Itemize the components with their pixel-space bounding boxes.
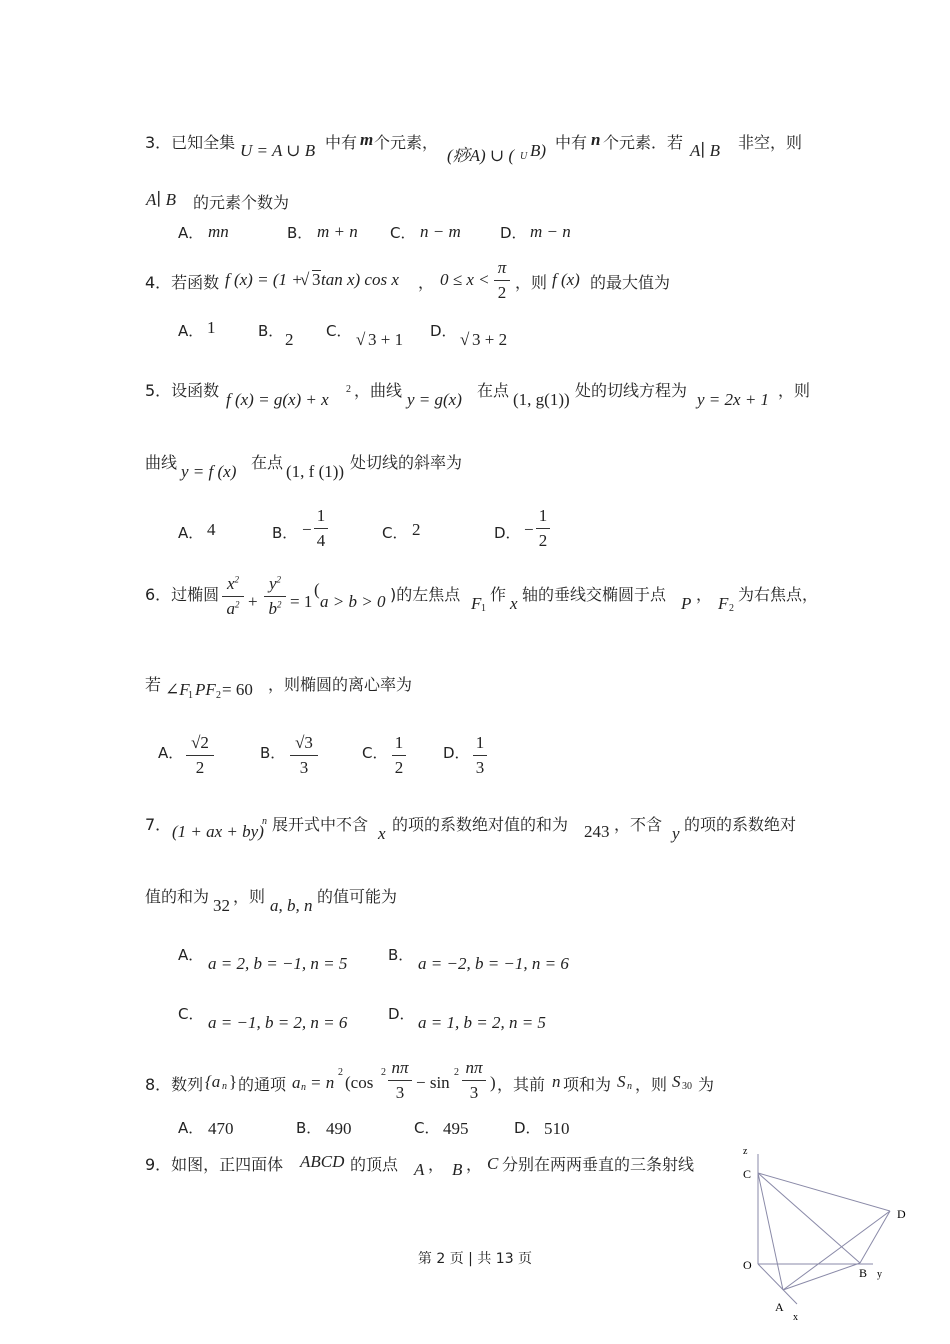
q8-an: a — [292, 1073, 301, 1092]
q6-option-c-fraction — [392, 733, 406, 778]
q8-eq: = n — [310, 1073, 335, 1092]
label-y: y — [877, 1269, 882, 1280]
q3-option-d-label: D． — [500, 224, 527, 242]
q6-f2: F — [718, 594, 729, 613]
q6-frac-y-num: $y^2$ — [268, 574, 282, 593]
q6-plus: + — [248, 592, 258, 611]
q5-point: (1, g(1)) — [513, 390, 570, 409]
q5-option-d-num: 1 — [538, 506, 548, 525]
q8-sin-num: nπ — [465, 1058, 483, 1077]
q6-angle-sub2: 2 — [216, 690, 221, 701]
q6-option-c-den: 2 — [394, 758, 404, 777]
q4-sep: ， — [418, 273, 435, 292]
q3-var-n: n — [591, 130, 601, 149]
q6-p: P — [681, 594, 692, 613]
q8-cos-den: 3 — [395, 1083, 405, 1102]
q4-option-d-label: D． — [430, 322, 457, 340]
q5-option-a-value: 4 — [207, 520, 216, 539]
q7-prefix: 7． — [145, 815, 172, 834]
q7-y: y — [672, 824, 680, 843]
q8-option-b-value: 490 — [326, 1119, 352, 1138]
q8-close: ) — [490, 1073, 496, 1092]
q5-option-b-sign: − — [302, 520, 312, 539]
q4-func-b: tan x) cos x — [321, 270, 399, 289]
q6-option-a-num: √2 — [191, 733, 209, 752]
q8-sin-sup: 2 — [454, 1067, 459, 1078]
q8-an-sub: n — [301, 1082, 306, 1093]
q8-sin-fraction — [462, 1058, 486, 1103]
edge-cd — [758, 1173, 890, 1211]
q8-minus-sin: − sin — [416, 1073, 450, 1092]
q6-f1-sub: 1 — [481, 603, 486, 614]
q6-option-b-den: 3 — [299, 758, 309, 777]
q6-option-c-label: C． — [362, 744, 388, 762]
label-b: B — [859, 1266, 868, 1280]
q5-l2-point: (1, f (1)) — [286, 462, 345, 481]
q8-option-d-value: 510 — [544, 1119, 570, 1138]
q6-prefix: 6．过椭圆 — [145, 585, 220, 604]
q5-l2-t: 在点 — [251, 453, 284, 472]
q8-seq-sub: n — [222, 1081, 227, 1092]
q5-prefix: 5．设函数 — [145, 381, 220, 400]
q6-cond: a > b > 0 — [320, 592, 386, 611]
q5-option-c-label: C． — [382, 524, 408, 542]
q8-prefix: 8．数列 — [145, 1075, 204, 1094]
q4-range-num: π — [497, 258, 507, 277]
q6-eq-rhs: = 1 — [290, 592, 313, 611]
page-footer: 第 2 页 | 共 13 页 — [417, 1251, 533, 1267]
q8-s30: S — [672, 1072, 681, 1091]
q3-line2-text: 的元素个数为 — [193, 193, 290, 212]
q7-t3: ，不含 — [614, 815, 663, 834]
q6-option-b-fraction — [290, 733, 318, 778]
q3-text-a: 3．已知全集 — [145, 133, 236, 152]
q3-option-d-value: m − n — [530, 222, 571, 241]
q4-option-b-value: 2 — [285, 330, 294, 349]
q9-a: A — [414, 1160, 425, 1179]
q4-mid: ，则 — [515, 273, 548, 292]
q8-t4: ，则 — [635, 1075, 668, 1094]
q7-n1: 243 — [584, 822, 610, 841]
q3-option-a-value: mn — [208, 222, 229, 241]
q6-option-d-label: D． — [443, 744, 470, 762]
q3-text-e: 个元素．若 — [603, 133, 684, 152]
q8-t1: 的通项 — [238, 1075, 287, 1094]
q5-l2-curve: y = f (x) — [181, 462, 237, 481]
q5-l2-prefix: 曲线 — [145, 453, 178, 472]
q6-t1: )的左焦点 — [390, 585, 461, 604]
q7-n2: 32 — [213, 896, 230, 915]
q3-text-d: 中有 — [555, 133, 588, 152]
q5-tangent: y = 2x + 1 — [697, 390, 770, 409]
q8-t5: 为 — [698, 1075, 715, 1094]
q6-t2: 作 — [490, 585, 507, 604]
q6-frac-y — [264, 574, 286, 619]
q8-n: n — [552, 1072, 561, 1091]
q4-func-a: f (x) = (1 + — [225, 270, 303, 289]
q3-text-f: 非空，则 — [738, 133, 803, 152]
q5-func-sup: 2 — [346, 384, 351, 395]
q8-seq: {a — [205, 1072, 221, 1091]
q7-expr: (1 + ax + by) — [172, 822, 264, 841]
q6-frac-x — [222, 574, 244, 619]
q6-option-a-den: 2 — [195, 758, 205, 777]
label-x: x — [793, 1312, 798, 1323]
q3-var-m: m — [360, 130, 374, 149]
q8-option-a-value: 470 — [208, 1119, 234, 1138]
q4-range: 0 ≤ x < — [440, 270, 490, 289]
q7-option-c-value: a = −1, b = 2, n = 6 — [208, 1013, 348, 1032]
q4-func-root: 3 — [312, 270, 321, 289]
q5-option-d-sign: − — [524, 520, 534, 539]
q6-option-d-fraction — [473, 733, 487, 778]
q5-t4: ，则 — [778, 381, 811, 400]
q4-option-a-label: A． — [178, 322, 204, 340]
q3-text-c: 个元素， — [374, 133, 439, 152]
q7-option-c-label: C． — [178, 1005, 204, 1023]
q5-option-b-den: 4 — [316, 531, 326, 550]
q7-l2-suffix: 的值可能为 — [317, 887, 398, 906]
q9-abcd: ABCD — [300, 1152, 345, 1171]
q4-option-c-value: 3 + 1 — [368, 330, 404, 349]
q5-l2-suffix: 处切线的斜率为 — [350, 453, 463, 472]
q9-t1: 的顶点 — [350, 1155, 399, 1174]
q4-option-d-sqrt: √ — [460, 330, 470, 349]
label-a: A — [775, 1300, 784, 1314]
q5-option-b-label: B． — [272, 524, 298, 542]
q6-option-a-label: A． — [158, 744, 184, 762]
q6-option-d-den: 3 — [475, 758, 485, 777]
q5-option-d-fraction — [536, 506, 550, 551]
q9-t2: 分别在两两垂直的三条射线 — [502, 1155, 695, 1174]
q4-range-fraction — [494, 258, 510, 303]
q4-option-c-sqrt: √ — [356, 330, 366, 349]
q4-option-d-value: 3 + 2 — [472, 330, 508, 349]
q5-option-d-label: D． — [494, 524, 521, 542]
q8-eq-sup: 2 — [338, 1067, 343, 1078]
q3-complement-sub: U — [520, 151, 528, 162]
q6-option-b-num: √3 — [295, 733, 313, 752]
q7-option-b-label: B． — [388, 946, 414, 964]
q8-t2: ，其前 — [497, 1075, 546, 1094]
q3-option-c-value: n − m — [420, 222, 461, 241]
q9-sep1: ， — [428, 1155, 445, 1174]
q8-option-c-label: C． — [414, 1119, 440, 1137]
q5-option-a-label: A． — [178, 524, 204, 542]
q3-intersect: A∣ B — [690, 141, 720, 160]
q8-sin-den: 3 — [469, 1083, 479, 1102]
q8-s30-sub: 30 — [682, 1081, 692, 1092]
q8-option-a-label: A． — [178, 1119, 204, 1137]
q4-sqrt-sign: √ — [300, 270, 310, 289]
q9-sep2: ， — [466, 1155, 483, 1174]
q3-text-b: 中有 — [325, 133, 358, 152]
q7-expr-sup: n — [262, 816, 267, 827]
q3-set-u: U = A ∪ B — [240, 141, 316, 160]
q4-option-b-label: B． — [258, 322, 284, 340]
q3-option-b-value: m + n — [317, 222, 358, 241]
label-z: z — [743, 1146, 748, 1157]
q6-frac-y-den: $b^2$ — [268, 599, 282, 618]
q5-t1: ，曲线 — [354, 381, 403, 400]
q8-cos-sup: 2 — [381, 1067, 386, 1078]
q6-axis: x — [510, 594, 518, 613]
q9-c: C — [487, 1154, 499, 1173]
q8-cos-fraction — [388, 1058, 412, 1103]
q6-f2-sub: 2 — [729, 603, 734, 614]
q8-t3: 项和为 — [563, 1075, 612, 1094]
q8-option-c-value: 495 — [443, 1119, 469, 1138]
q7-t2: 的项的系数绝对值的和为 — [392, 815, 569, 834]
q4-range-den: 2 — [497, 283, 507, 302]
q4-fx: f (x) — [552, 270, 580, 289]
q5-option-b-fraction — [314, 506, 328, 551]
q8-option-b-label: B． — [296, 1119, 322, 1137]
q7-x: x — [378, 824, 386, 843]
q6-frac-x-num: $x^2$ — [226, 574, 240, 593]
q6-open-paren: ( — [314, 580, 320, 599]
q6-angle-sub1: 1 — [188, 690, 193, 701]
q6-option-a-fraction — [186, 733, 214, 778]
q6-l2-prefix: 若 — [145, 675, 162, 694]
q6-angle-a: ∠F — [165, 680, 190, 699]
q5-option-c-value: 2 — [412, 520, 421, 539]
q7-option-b-value: a = −2, b = −1, n = 6 — [418, 954, 569, 973]
q7-option-d-value: a = 1, b = 2, n = 5 — [418, 1013, 546, 1032]
q6-f1: F — [471, 594, 482, 613]
q7-t4: 的项的系数绝对 — [684, 815, 797, 834]
tetrahedron-figure — [725, 1138, 925, 1328]
q6-t3: 轴的垂线交椭圆于点 — [522, 585, 667, 604]
q4-option-c-label: C． — [326, 322, 352, 340]
q6-angle-mid: PF — [195, 680, 216, 699]
q5-option-b-num: 1 — [316, 506, 326, 525]
q7-option-a-value: a = 2, b = −1, n = 5 — [208, 954, 348, 973]
q7-vars: a, b, n — [270, 896, 313, 915]
q3-complement-a: (痧A) ∪ ( — [447, 146, 515, 165]
q3-line2-expr: A∣ B — [146, 190, 176, 209]
q8-option-d-label: D． — [514, 1119, 541, 1137]
q9-prefix: 9．如图，正四面体 — [145, 1155, 284, 1174]
q3-complement-b: B) — [530, 141, 547, 160]
q9-b: B — [452, 1160, 463, 1179]
q8-cos: (cos — [345, 1073, 374, 1092]
q8-sn: S — [617, 1072, 626, 1091]
q3-option-c-label: C． — [390, 224, 416, 242]
label-o: O — [743, 1258, 752, 1272]
q3-option-b-label: B． — [287, 224, 313, 242]
q5-option-d-den: 2 — [538, 531, 548, 550]
q4-prefix: 4．若函数 — [145, 273, 220, 292]
q5-func: f (x) = g(x) + x — [226, 390, 329, 409]
q4-option-a-value: 1 — [207, 318, 216, 337]
q8-cos-num: nπ — [391, 1058, 409, 1077]
label-d: D — [897, 1207, 906, 1221]
q8-seq-end: } — [229, 1072, 238, 1091]
q4-suffix: 的最大值为 — [590, 273, 671, 292]
figure-edges — [758, 1154, 890, 1304]
q6-frac-x-den: $a^2$ — [226, 599, 240, 618]
q6-option-b-label: B． — [260, 744, 286, 762]
edge-ca — [758, 1173, 783, 1290]
q6-t5: 为右焦点， — [738, 585, 819, 604]
q6-t4: ， — [696, 585, 713, 604]
q7-option-a-label: A． — [178, 946, 204, 964]
q5-curve: y = g(x) — [407, 390, 462, 409]
q7-l2-prefix: 值的和为 — [145, 887, 210, 906]
q6-angle-end: = 60 — [222, 680, 253, 699]
q5-t2: 在点 — [477, 381, 510, 400]
q6-option-d-num: 1 — [475, 733, 485, 752]
q7-option-d-label: D． — [388, 1005, 415, 1023]
q8-sn-sub: n — [627, 1081, 632, 1092]
q7-t1: 展开式中不含 — [272, 815, 369, 834]
q7-l2-mid: ，则 — [233, 887, 266, 906]
q3-option-a-label: A． — [178, 224, 204, 242]
label-c: C — [743, 1167, 752, 1181]
q6-l2-suffix: ，则椭圆的离心率为 — [268, 675, 413, 694]
q5-t3: 处的切线方程为 — [575, 381, 688, 400]
q6-option-c-num: 1 — [394, 733, 404, 752]
